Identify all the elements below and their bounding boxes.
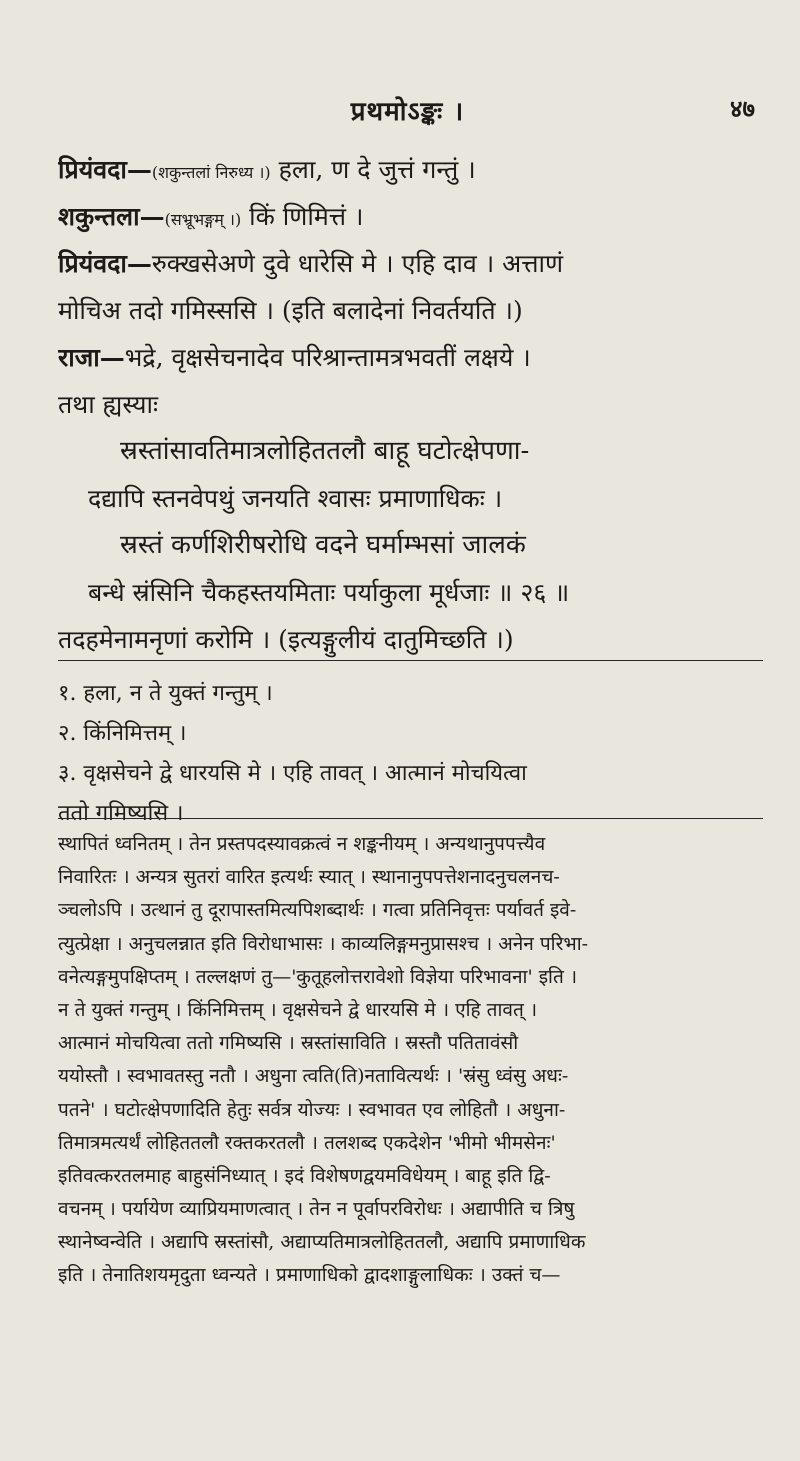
dialogue-text: तदहमेनामनृणां करोमि । (इत्यङ्गुलीयं दातुमिच्छति ।) <box>58 625 514 654</box>
commentary-line: आत्मानं मोचयित्वा ततो गमिष्यसि । स्रस्तांसाविति । स्रस्तौ पतितावंसौ <box>58 1032 519 1055</box>
commentary-line: न ते युक्तं गन्तुम् । किंनिमित्तम् । वृक्षसेचने द्वे धारयसि मे । एहि तावत् । <box>58 998 538 1021</box>
dialogue-line <box>58 240 763 287</box>
commentary-line: तिमात्रमत्यर्थं लोहिततलौ रक्तकरतलौ । तलशब्द एकदेशेन 'भीमो भीमसेनः' <box>58 1131 556 1154</box>
footnote: २. किंनिमित्तम् । <box>58 721 187 746</box>
dialogue-text: किं णिमित्तं । <box>241 202 364 231</box>
commentary-line: इति । तेनातिशयमृदुता ध्वन्यते । प्रमाणाधिको द्वादशाङ्गुलाधिकः । उक्तं च— <box>58 1264 561 1287</box>
footnote: ततो गमिष्यसि । <box>58 801 184 826</box>
dialogue-text: तथा ह्यस्याः <box>58 390 159 419</box>
speaker-name: प्रियंवदा— <box>58 249 152 278</box>
stage-direction: (शकुन्तलां निरुध्य ।) <box>151 163 271 182</box>
verse-line <box>58 569 763 616</box>
footnotes <box>58 674 763 834</box>
dialogue-line <box>58 334 763 381</box>
footnote-divider <box>58 660 763 661</box>
play-text <box>58 146 763 663</box>
dialogue-text: हला, ण दे जुत्तं गन्तुं । <box>270 155 476 184</box>
verse-line <box>58 428 763 475</box>
commentary-line: ञ्चलोऽपि । उत्थानं तु दूरापास्तमित्यपिशब्दार्थः । गत्वा प्रतिनिवृत्तः पर्यावर्त इवे- <box>58 899 577 922</box>
commentary-line: वचनम् । पर्यायेण व्याप्रियमाणत्वात् । तेन न पूर्वापरविरोधः । अद्यापीति च त्रिषु <box>58 1198 575 1221</box>
stage-direction: (सभ्रूभङ्गम् ।) <box>164 210 242 229</box>
dialogue-text: भद्रे, वृक्षसेचनादेव परिश्रान्तामत्रभवतीं लक्षये । <box>124 343 531 372</box>
footnote: ३. वृक्षसेचने द्वे धारयसि मे । एहि तावत् । आत्मानं मोचयित्वा <box>58 761 527 786</box>
speaker-name: शकुन्तला— <box>58 202 165 231</box>
commentary-line: स्थापितं ध्वनितम् । तेन प्रस्तपदस्यावक्रत्वं न शङ्कनीयम् । अन्यथानुपपत्त्यैव <box>58 833 546 855</box>
commentary-line: स्थानेष्वन्वेति । अद्यापि स्रस्तांसौ, अद्याप्यतिमात्रलोहिततलौ, अद्यापि प्रमाणाधिक <box>58 1231 586 1254</box>
running-head <box>60 92 755 132</box>
page-number: ४७ <box>730 94 755 123</box>
verse-line <box>58 475 763 522</box>
footnote: १. हला, न ते युक्तं गन्तुम् । <box>58 681 273 706</box>
dialogue-line <box>58 616 763 663</box>
verse-line <box>58 522 763 569</box>
running-head-title: प्रथमोऽङ्कः । <box>350 97 465 127</box>
dialogue-line <box>58 146 763 193</box>
commentary <box>58 828 763 1293</box>
commentary-line: निवारितः । अन्यत्र सुतरां वारित इत्यर्थः स्यात् । स्थानानुपपत्तेशनादनुचलनच- <box>58 866 560 889</box>
verse-text: बन्धे स्रंसिनि चैकहस्तयमिताः पर्याकुला मूर्धजाः ॥ २६ ॥ <box>88 578 570 607</box>
commentary-line: ययोस्तौ । स्वभावतस्तु नतौ । अधुना त्वति(ति)नतावित्यर्थः । 'स्रंसु ध्वंसु अधः- <box>58 1065 569 1088</box>
verse-text: स्रस्तांसावतिमात्रलोहिततलौ बाहू घटोत्क्षेपणा- <box>120 436 530 466</box>
dialogue-line <box>58 287 763 334</box>
commentary-line: पतने' । घटोत्क्षेपणादिति हेतुः सर्वत्र योज्यः । स्वभावत एव लोहितौ । अधुना- <box>58 1098 566 1121</box>
verse-text: स्रस्तं कर्णशिरीषरोधि वदने घर्माम्भसां जालकं <box>120 530 526 560</box>
commentary-line: त्युत्प्रेक्षा । अनुचलन्नात इति विरोधाभासः । काव्यलिङ्गमनुप्रासश्च । अनेन परिभा- <box>58 932 589 955</box>
speaker-name: प्रियंवदा— <box>58 155 152 184</box>
dialogue-line <box>58 381 763 428</box>
commentary-line: वनेत्यङ्गमुपक्षिप्तम् । तल्लक्षणं तु—'कुतूहलोत्तरावेशो विज्ञेया परिभावना' इति । <box>58 965 578 988</box>
commentary-line: इतिवत्करतलमाह बाहुसंनिध्यात् । इदं विशेषणद्वयमविधेयम् । बाहू इति द्वि- <box>58 1164 551 1187</box>
verse-text: दद्यापि स्तनवेपथुं जनयति श्वासः प्रमाणाधिकः । <box>88 484 503 513</box>
commentary-divider <box>58 818 763 819</box>
speaker-name: राजा— <box>58 343 125 372</box>
dialogue-line <box>58 193 763 240</box>
dialogue-text: रुक्खसेअणे दुवे धारेसि मे । एहि दाव । अत्ताणं <box>151 249 564 278</box>
dialogue-text: मोचिअ तदो गमिस्ससि । (इति बलादेनां निवर्तयति ।) <box>58 296 523 325</box>
